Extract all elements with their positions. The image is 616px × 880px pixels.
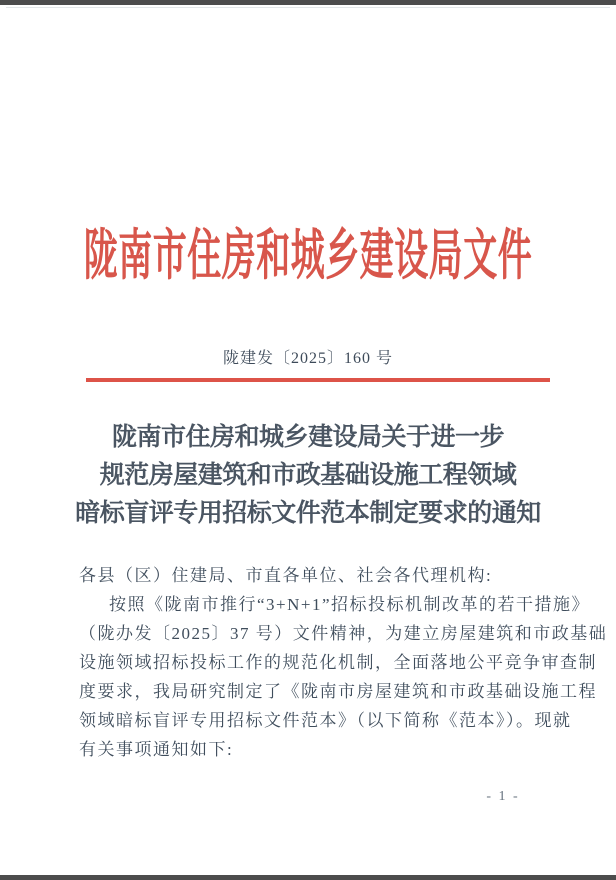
window-edge-bottom-bar xyxy=(0,875,616,880)
page-number: - 1 - xyxy=(486,789,520,804)
document-body xyxy=(79,561,608,764)
body-line-2: （陇办发〔2025〕37 号）文件精神，为建立房屋建筑和市政基础 xyxy=(79,624,608,643)
title-line-3: 暗标盲评专用招标文件范本制定要求的通知 xyxy=(75,500,541,527)
body-line-6: 有关事项通知如下: xyxy=(79,740,234,759)
page-edge-shadow xyxy=(6,7,610,8)
body-line-5: 领域暗标盲评专用招标文件范本》（以下简称《范本》）。现就 xyxy=(79,711,572,730)
body-line-3: 设施领域招标投标工作的规范化机制，全面落地公平竞争审查制 xyxy=(79,653,597,672)
salutation-line: 各县（区）住建局、市直各单位、社会各代理机构: xyxy=(79,566,493,585)
red-header-agency-title: 陇南市住房和城乡建设局文件 xyxy=(83,227,533,288)
document-title xyxy=(0,419,616,533)
title-line-1: 陇南市住房和城乡建设局关于进一步 xyxy=(111,424,504,451)
body-line-1: 按照《陇南市推行“3+N+1”招标投标机制改革的若干措施》 xyxy=(109,595,591,614)
document-reference-number: 陇建发〔2025〕160 号 xyxy=(222,350,393,367)
red-divider-line xyxy=(86,378,550,382)
window-edge-top-bar xyxy=(0,0,616,5)
title-line-2: 规范房屋建筑和市政基础设施工程领域 xyxy=(99,462,517,489)
body-line-4: 度要求，我局研究制定了《陇南市房屋建筑和市政基础设施工程 xyxy=(79,682,597,701)
